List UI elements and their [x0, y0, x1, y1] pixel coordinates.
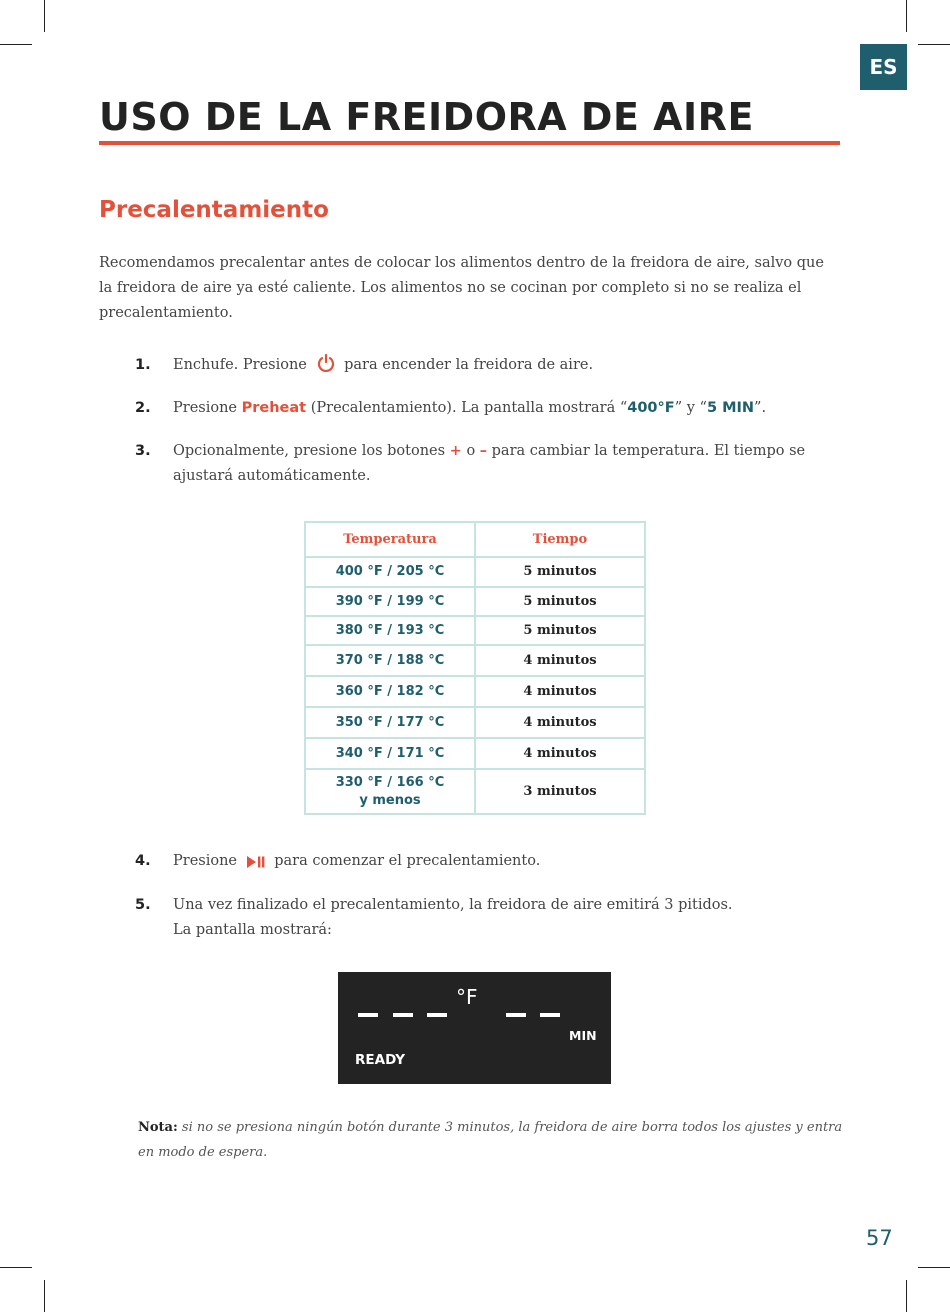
temperature-line-2: y menos	[359, 792, 421, 808]
language-tab: ES	[860, 44, 907, 90]
preheat-table	[304, 521, 646, 815]
display-dash	[540, 1013, 560, 1017]
step-text: Enchufe. Presione	[173, 357, 307, 373]
display-unit: °F	[456, 985, 478, 1009]
table-row	[305, 557, 645, 587]
crop-mark	[44, 0, 45, 32]
temperature-cell: 380 °F / 193 °C	[305, 616, 475, 645]
column-header-time: Tiempo	[475, 522, 645, 557]
title-underline	[99, 141, 840, 145]
time-cell: 4 minutos	[475, 676, 645, 707]
table-row	[305, 738, 645, 769]
time-cell: 5 minutos	[475, 587, 645, 616]
table-header-row	[305, 522, 645, 557]
minus-symbol: –	[479, 443, 488, 459]
step-4	[135, 849, 840, 878]
step-text: Presione	[173, 853, 237, 869]
step-number: 4.	[135, 853, 151, 869]
plus-symbol: +	[449, 443, 462, 459]
temperature-cell: 370 °F / 188 °C	[305, 645, 475, 676]
time-cell: 5 minutos	[475, 557, 645, 587]
crop-mark	[0, 1267, 32, 1268]
temperature-cell: 400 °F / 205 °C	[305, 557, 475, 587]
note	[138, 1115, 843, 1165]
display-dash	[506, 1013, 526, 1017]
time-cell: 4 minutos	[475, 738, 645, 769]
display-dash	[393, 1013, 413, 1017]
step-number: 2.	[135, 400, 151, 416]
temperature-cell: 350 °F / 177 °C	[305, 707, 475, 738]
note-text: si no se presiona ningún botón durante 3 minutos, la freidora de aire borra todos los ajustes y entra en modo de espera.	[138, 1120, 843, 1160]
table-row	[305, 707, 645, 738]
step-text: Una vez finalizado el precalentamiento, la freidora de aire emitirá 3 pitidos.	[173, 897, 733, 913]
temperature-line: 330 °F / 166 °C	[335, 774, 445, 790]
step-5	[135, 893, 840, 943]
page-title: USO DE LA FREIDORA DE AIRE	[99, 95, 754, 139]
step-number: 1.	[135, 357, 151, 373]
column-header-temperature: Temperatura	[305, 522, 475, 557]
table-row	[305, 676, 645, 707]
table-row	[305, 645, 645, 676]
step-text: para cambiar la temperatura. El tiempo se ajustará automáticamente.	[173, 443, 806, 484]
step-text: (Precalentamiento). La pantalla mostrará “	[310, 400, 628, 416]
step-number: 3.	[135, 443, 151, 459]
page-number: 57	[866, 1226, 893, 1250]
time-cell: 5 minutos	[475, 616, 645, 645]
step-text: o	[466, 443, 476, 459]
crop-mark	[918, 1267, 950, 1268]
crop-mark	[906, 1280, 907, 1312]
table-row	[305, 616, 645, 645]
time-value: 5 MIN	[706, 400, 755, 416]
step-text: ”.	[754, 400, 767, 416]
section-heading: Precalentamiento	[99, 197, 329, 223]
step-text: Presione	[173, 400, 237, 416]
temperature-cell: 360 °F / 182 °C	[305, 676, 475, 707]
temperature-cell	[305, 769, 475, 814]
note-label: Nota:	[138, 1120, 178, 1135]
step-2	[135, 396, 840, 421]
step-text: ” y “	[674, 400, 707, 416]
time-cell: 4 minutos	[475, 645, 645, 676]
temperature-cell: 340 °F / 171 °C	[305, 738, 475, 769]
crop-mark	[918, 44, 950, 45]
play-pause-icon	[246, 853, 266, 878]
display-min-label: MIN	[569, 1028, 597, 1043]
table-row	[305, 587, 645, 616]
display-dash	[427, 1013, 447, 1017]
temperature-value: 400°F	[627, 400, 675, 416]
table-row	[305, 769, 645, 814]
temperature-cell: 390 °F / 199 °C	[305, 587, 475, 616]
step-text: La pantalla mostrará:	[173, 922, 332, 938]
step-text: para comenzar el precalentamiento.	[274, 853, 541, 869]
power-icon	[316, 353, 336, 382]
preheat-keyword: Preheat	[241, 400, 307, 416]
step-1	[135, 353, 840, 382]
step-text: Opcionalmente, presione los botones	[173, 443, 446, 459]
time-cell: 4 minutos	[475, 707, 645, 738]
time-cell: 3 minutos	[475, 769, 645, 814]
display-dash	[358, 1013, 378, 1017]
crop-mark	[906, 0, 907, 32]
step-number: 5.	[135, 897, 151, 913]
control-panel-display	[338, 972, 611, 1084]
step-3	[135, 439, 840, 489]
intro-paragraph: Recomendamos precalentar antes de colocar los alimentos dentro de la freidora de aire, salvo que la freidora de aire ya esté caliente. Los alimentos no se cocinan por completo si no se realiza el precalentamiento.	[99, 255, 824, 321]
step-text: para encender la freidora de aire.	[344, 357, 594, 373]
display-ready-label: READY	[355, 1052, 406, 1068]
crop-mark	[0, 44, 32, 45]
crop-mark	[44, 1280, 45, 1312]
